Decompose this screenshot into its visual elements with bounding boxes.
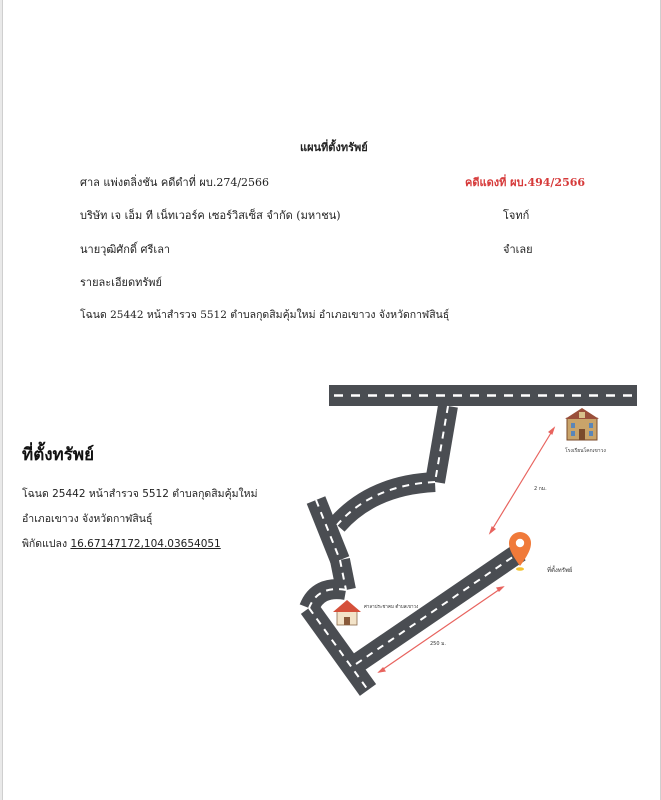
property-label: ที่ตั้งทรัพย์ xyxy=(547,567,573,574)
defendant-name: นายวุฒิศักดิ์ ศรีเลา xyxy=(80,243,171,256)
house-icon xyxy=(333,600,361,625)
coordinate-label: พิกัดแปลง xyxy=(22,538,71,550)
deed-line: โฉนด 25442 หน้าสำรวจ 5512 ตำบลกุดสิมคุ้มใหม่ อำเภอเขาวง จังหวัดกาฬสินธุ์ xyxy=(80,309,450,321)
school-building-icon xyxy=(565,408,599,440)
hall-label: ศาลาประชาคม ตำบลเขาวง xyxy=(364,605,419,610)
coordinate-value: 16.67147172,104.03654051 xyxy=(70,538,221,550)
page-title: แผนที่ตั้งทรัพย์ xyxy=(300,141,368,154)
main-road xyxy=(329,385,637,406)
location-line-2: อำเภอเขาวง จังหวัดกาฬสินธุ์ xyxy=(22,513,153,525)
distance-measure-2km xyxy=(490,428,554,533)
location-heading: ที่ตั้งทรัพย์ xyxy=(22,445,95,465)
red-case-number: คดีแดงที่ ผบ.494/2566 xyxy=(465,176,586,189)
plaintiff-role: โจทก์ xyxy=(503,209,530,222)
court-case-line: ศาล แพ่งตลิ่งชัน คดีดำที่ ผบ.274/2566 xyxy=(80,176,270,189)
location-line-1: โฉนด 25442 หน้าสำรวจ 5512 ตำบลกุดสิมคุ้มใหม่ xyxy=(22,488,258,500)
school-label: โรงเรียนโคกเขาวง xyxy=(565,448,606,454)
distance-250m-label: 250 ม. xyxy=(430,641,447,647)
plaintiff-name: บริษัท เจ เอ็ม ที เน็ทเวอร์ค เซอร์วิสเซ็ส จำกัด (มหาชน) xyxy=(80,209,341,222)
property-details-label: รายละเอียดทรัพย์ xyxy=(80,276,162,289)
distance-2km-label: 2 กม. xyxy=(534,486,547,492)
defendant-role: จำเลย xyxy=(503,243,533,256)
